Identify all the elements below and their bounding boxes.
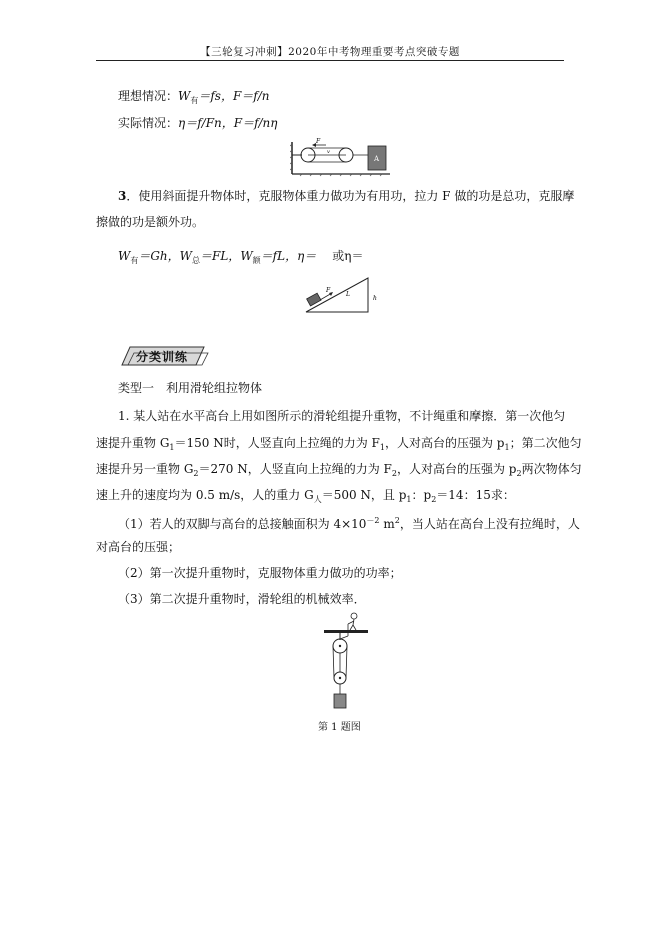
q1-part1-line1 [118,513,580,532]
q1-part1-line2: 对高台的压强； [96,540,181,554]
ideal-w-sub: 有 [190,96,199,105]
q1-p1-c: ，当人站在高台上没有拉绳时，人 [399,517,580,531]
q1-p1-b: m [379,517,395,531]
q1-l3-b: ＝270 N，人竖直向上拉绳的力为 F [198,462,392,476]
incline-formula-line [118,248,363,269]
q1-l4-sub3: 2 [431,495,437,504]
horizontal-pulley-figure [290,138,390,178]
pulley-system-figure [318,612,372,718]
incline-force-label: F [326,287,331,294]
q1-l3-a: 速提升另一重物 G [96,462,194,476]
q1-part3: （3）第二次提升重物时，滑轮组的机械效率． [118,592,366,606]
q1-p1-sup: －2 [366,516,380,525]
item3-line2: 擦做的功是额外功。 [96,215,205,229]
w-total-sub: 总 [192,256,201,265]
q1-l2-sub1: 1 [169,443,175,452]
q1-l2-sub2: 1 [379,443,385,452]
q1-l3-sub3: 2 [516,469,522,478]
w-useful-rest: ＝Gh， [138,249,180,263]
incline-figure [302,274,392,316]
q1-l3-d: 两次物体匀 [521,462,582,476]
item3-text-1: ．使用斜面提升物体时，克服物体重力做功为有用功，拉力 F 做的功是总功，克服摩 [126,189,575,203]
ideal-w: W [178,89,191,103]
q1-l4-sub1: 人 [313,495,322,504]
w-total-rest: ＝FL， [200,249,241,263]
w-useful-sub: 有 [130,256,139,265]
w-total: W [179,249,193,263]
q1-part2: （2）第一次提升重物时，克服物体重力做功的功率； [118,566,402,580]
q1-l2-sub3: 1 [504,443,510,452]
q1-l2-d: ；第二次他匀 [509,436,582,450]
w-extra-rest: ＝fL，η＝ [260,249,317,263]
q1-l2-a: 速提升重物 G [96,436,170,450]
incline-length-label: L [346,291,350,298]
actual-case-label: 实际情况： [118,116,179,130]
q1-l4-sub2: 1 [406,495,412,504]
q1-l2-b: ＝150 N时，人竖直向上拉绳的力为 F [174,436,380,450]
w-extra: W [240,249,253,263]
page-header: 【三轮复习冲刺】2020年中考物理重要考点突破专题 [200,46,460,58]
figure-caption: 第 1 题图 [318,722,361,733]
q1-line1: 1. 某人站在水平高台上用如图所示的滑轮组提升重物，不计绳重和摩擦．第一次他匀 [118,409,566,423]
ideal-case-label: 理想情况： [118,89,179,103]
q1-l3-sub1: 2 [193,469,199,478]
q1-l2-c: ，人对高台的压强为 p [384,436,505,450]
incline-height-label: h [373,295,377,302]
q1-line3 [96,461,582,482]
force-label-f: F [316,138,321,145]
q1-line2 [96,435,582,456]
header-rule [96,60,564,61]
q1-l3-sub2: 2 [391,469,397,478]
type1-title: 类型一 利用滑轮组拉物体 [118,381,263,395]
item3-number: 3 [118,189,127,203]
q1-l4-b: ＝500 N，且 p [321,488,407,502]
q1-p1-a: （1）若人的双脚与高台的总接触面积为 4×10 [118,517,367,531]
ideal-case-line [118,88,270,109]
item3-line1 [118,188,574,204]
q1-l4-c: ：p [411,488,432,502]
section-badge-label: 分类训练 [136,350,189,364]
block-label-a: A [374,155,380,163]
velocity-label-v: v [327,149,330,155]
actual-formula: η＝f/Fn，F＝f/nη [178,116,278,130]
actual-case-line [118,115,277,131]
q1-l4-a: 速上升的速度均为 0.5 m/s，人的重力 G [96,488,314,502]
q1-l3-c: ，人对高台的压强为 p [396,462,517,476]
eta-alternative: 或η＝ [332,249,364,263]
ideal-formula: ＝fs，F＝f/n [198,89,270,103]
w-useful: W [118,249,131,263]
q1-line4 [96,487,515,508]
q1-p1-sup2: 2 [394,516,400,525]
q1-l4-d: ＝14：15求： [436,488,515,502]
w-extra-sub: 额 [252,256,261,265]
